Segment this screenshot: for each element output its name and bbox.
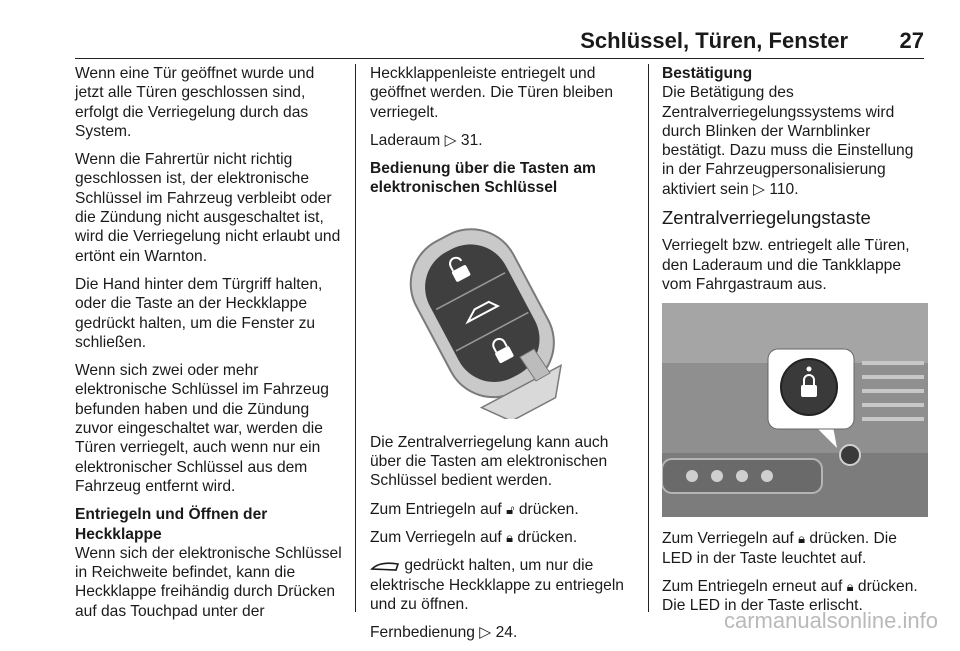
column-3 [662, 64, 928, 624]
paragraph: Die Zentralverriegelung kann auch über die Tasten am elektronischen Schlüssel bedient werden. [370, 433, 609, 490]
paragraph: Zum Verriegeln auf 🔒︎ drücken. Die LED in der Taste leuchtet auf. [662, 530, 897, 567]
paragraph: Wenn sich der elektronische Schlüssel in Reichweite befindet, kann die Heckklappe freihändig durch Drücken auf das Touchpad unter der [75, 544, 342, 620]
watermark: carmanualsonline.info [723, 608, 938, 633]
paragraph: Fernbedienung ▷ 24. [370, 624, 518, 642]
paragraph: Wenn eine Tür geöffnet wurde und jetzt alle Türen geschlossen sind, erfolgt die Verriegelung durch das System. [75, 65, 315, 140]
lock-icon: 🔒︎ [506, 529, 514, 545]
subheading: Bestätigung [662, 65, 753, 82]
paragraph: Laderaum ▷ 31. [370, 131, 483, 149]
subheading: Bedienung über die Tasten am elektronischen Schlüssel [370, 160, 596, 197]
central-lock-button-illustration [662, 303, 928, 517]
arrow-ref-icon: ▷ [479, 624, 492, 642]
paragraph: Verriegelt bzw. entriegelt alle Türen, den Laderaum und die Tankklappe vom Fahrgastraum aus. [662, 237, 910, 293]
paragraph: Zum Entriegeln erneut auf 🔒︎ drücken. Die LED in der Taste erlischt. [662, 577, 918, 615]
section-heading: Zentralverriegelungstaste [662, 207, 871, 229]
key-fob-illustration [370, 207, 634, 419]
link-ref[interactable]: 31. [460, 131, 483, 149]
lock-icon: 🔒︎ [798, 531, 806, 547]
page-header [0, 22, 960, 56]
arrow-ref-icon: ▷ [444, 131, 457, 149]
paragraph: Heckklappenleiste entriegelt und geöffnet werden. Die Türen bleiben verriegelt. [370, 65, 614, 121]
arrow-ref-icon: ▷ [753, 180, 766, 198]
paragraph: Wenn die Fahrertür nicht richtig geschlossen ist, der elektronische Schlüssel im Fahrzeug verbleibt oder die Zündung nicht ausgeschaltet ist, wird die Verriegelung nicht erlaubt und ertönt ein Warnton. [75, 151, 341, 265]
header-divider [75, 58, 924, 59]
unlock-icon: 🔓︎ [506, 501, 515, 517]
subheading: Entriegeln und Öffnen der Heckklappe [75, 506, 268, 543]
column-divider [648, 64, 649, 612]
column-divider [355, 64, 356, 612]
column-2 [370, 64, 634, 651]
lock-icon: 🔒︎ [846, 578, 854, 594]
link-ref[interactable]: 110. [769, 180, 799, 198]
link-ref[interactable]: 24. [495, 624, 518, 642]
paragraph: Zum Verriegeln auf 🔒︎ drücken. [370, 528, 578, 546]
tailgate-icon [370, 557, 404, 574]
paragraph: Zum Entriegeln auf 🔓︎ drücken. [370, 500, 579, 518]
paragraph: Wenn sich zwei oder mehr elektronische Schlüssel im Fahrzeug befunden haben und die Zündung zuvor eingeschaltet war, werden die Türen verriegelt, auch wenn nur ein elektronischer Schlüssel aus dem Fahrzeug entfernt wird. [75, 362, 329, 495]
page-title: Schlüssel, Türen, Fenster [580, 28, 848, 53]
paragraph: gedrückt halten, um nur die elektrische Heckklappe zu entriegeln und zu öffnen. [370, 557, 624, 613]
page-number: 27 [899, 28, 924, 53]
column-1 [75, 64, 345, 630]
paragraph: Die Betätigung des Zentralverriegelungssystems wird durch Blinken der Warnblinker bestätigt. Dazu muss die Einstellung in der Fahrzeugpersonalisierung aktiviert sein ▷ 110. [662, 84, 914, 198]
paragraph: Die Hand hinter dem Türgriff halten, oder die Taste an der Heckklappe gedrückt halten, um die Fenster zu schließen. [75, 275, 323, 351]
